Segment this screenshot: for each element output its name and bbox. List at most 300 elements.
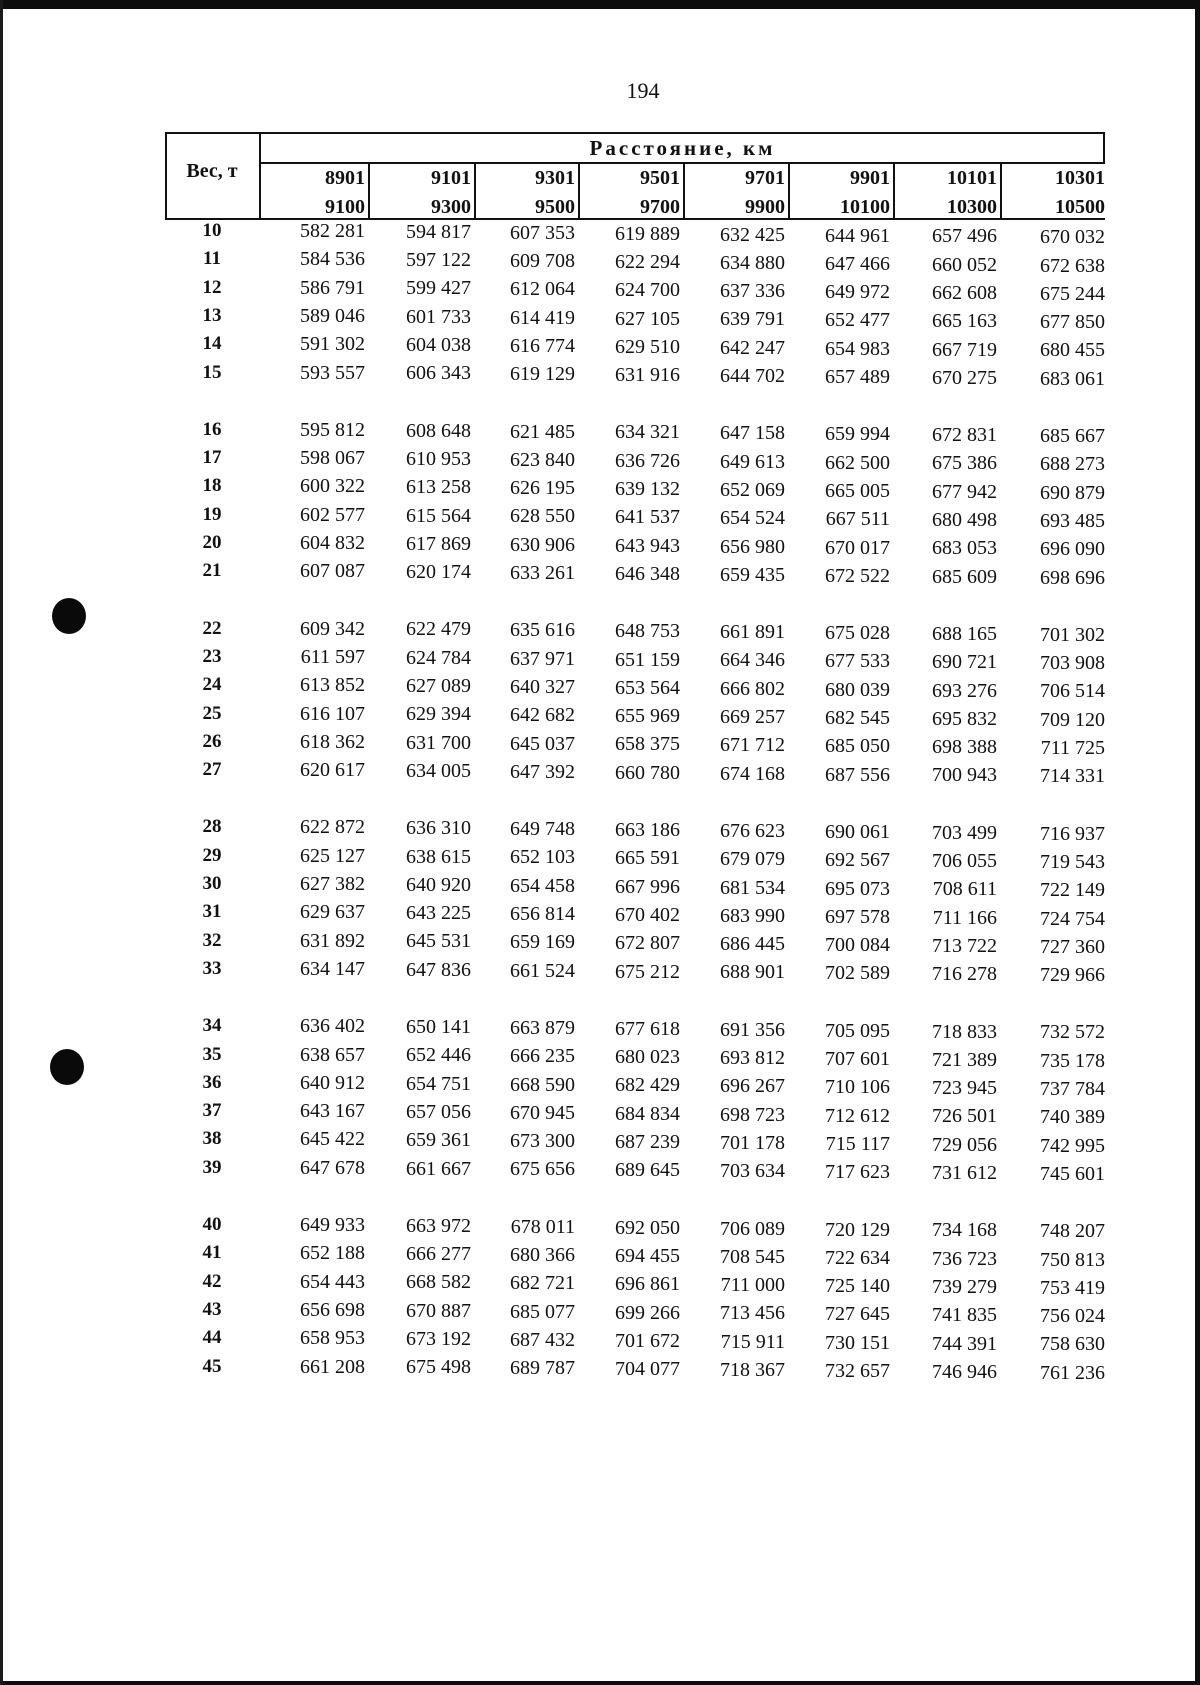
table-cell: 717 623: [825, 1161, 890, 1184]
table-cell: 617 869: [406, 532, 471, 555]
table-cell: 631 892: [300, 929, 365, 952]
table-row: [165, 1356, 1105, 1384]
table-cell: 731 612: [932, 1162, 997, 1185]
table-cell: 621 485: [510, 420, 575, 443]
row-weight: 23: [202, 645, 222, 667]
row-weight: 10: [202, 220, 222, 241]
table-cell: 672 522: [825, 564, 890, 587]
table-cell: 634 321: [615, 421, 680, 444]
table-cell: 718 833: [932, 1020, 997, 1043]
table-cell: 675 212: [615, 960, 680, 983]
table-cell: 700 943: [932, 764, 997, 787]
table-cell: 618 362: [300, 730, 365, 753]
table-cell: 679 079: [720, 848, 785, 871]
row-weight: 32: [202, 929, 222, 951]
table-cell: 690 061: [825, 820, 890, 843]
table-row: [165, 1072, 1105, 1100]
table-cell: 658 375: [615, 733, 680, 756]
table-cell: 670 945: [510, 1101, 575, 1124]
table-cell: 702 589: [825, 962, 890, 985]
table-cell: 725 140: [825, 1275, 890, 1298]
table-cell: 615 564: [406, 504, 471, 527]
table-cell: 659 361: [406, 1129, 471, 1152]
table-cell: 695 073: [825, 877, 890, 900]
table-cell: 693 485: [1040, 509, 1105, 532]
table-cell: 591 302: [300, 333, 365, 356]
table-cell: 613 852: [300, 674, 365, 697]
row-weight: 37: [202, 1100, 222, 1122]
table-cell: 666 277: [406, 1243, 471, 1266]
table-cell: 644 961: [825, 224, 890, 247]
row-weight: 42: [202, 1270, 222, 1292]
table-cell: 756 024: [1040, 1305, 1105, 1328]
table-cell: 727 360: [1040, 935, 1105, 958]
table-cell: 701 178: [720, 1131, 785, 1154]
table-cell: 626 195: [510, 477, 575, 500]
table-cell: 680 023: [615, 1046, 680, 1069]
table-cell: 627 105: [615, 307, 680, 330]
table-cell: 683 053: [932, 537, 997, 560]
table-cell: 722 149: [1040, 879, 1105, 902]
table-row: [165, 1100, 1105, 1128]
table-cell: 687 556: [825, 763, 890, 786]
column-header: [465, 164, 575, 222]
table-cell: 682 545: [825, 707, 890, 729]
column-range-from: 10101: [947, 167, 997, 189]
table-cell: 645 531: [406, 930, 471, 953]
table-cell: 689 645: [615, 1159, 680, 1182]
table-cell: 696 267: [720, 1075, 785, 1098]
table-cell: 619 129: [510, 363, 575, 386]
table-cell: 639 791: [720, 308, 785, 331]
row-weight: 35: [202, 1043, 222, 1065]
table-cell: 654 458: [510, 874, 575, 897]
table-cell: 713 722: [932, 934, 997, 957]
table-cell: 625 127: [300, 844, 365, 867]
column-range-from: 9901: [850, 167, 890, 189]
table-cell: 642 247: [720, 336, 785, 359]
row-weight: 40: [202, 1214, 222, 1235]
table-row: [165, 1128, 1105, 1156]
table-cell: 651 159: [615, 648, 680, 671]
column-range-to: 10100: [840, 196, 890, 218]
table-cell: 662 500: [825, 451, 890, 474]
table-cell: 716 278: [932, 963, 997, 986]
table-cell: 746 946: [932, 1360, 997, 1383]
table-cell: 700 084: [825, 934, 890, 957]
column-header: [570, 164, 680, 222]
table-cell: 656 814: [510, 903, 575, 926]
table-cell: 637 971: [510, 647, 575, 670]
table-row: [165, 447, 1105, 475]
table-cell: 709 120: [1040, 708, 1105, 731]
table-cell: 704 077: [615, 1358, 680, 1381]
column-range-to: 9900: [745, 196, 785, 218]
table-cell: 720 129: [825, 1218, 890, 1241]
table-cell: 710 106: [825, 1076, 890, 1099]
table-cell: 654 751: [406, 1072, 471, 1095]
table-cell: 660 052: [932, 253, 997, 276]
table-cell: 661 667: [406, 1157, 471, 1180]
table-cell: 663 186: [615, 819, 680, 842]
column-header: [887, 164, 997, 222]
table-cell: 665 005: [825, 479, 890, 502]
table-cell: 645 422: [300, 1128, 365, 1151]
table-cell: 624 784: [406, 646, 471, 669]
table-cell: 680 366: [510, 1244, 575, 1267]
table-cell: 647 678: [300, 1156, 365, 1179]
table-row: [165, 816, 1105, 844]
table-cell: 736 723: [932, 1247, 997, 1270]
table-cell: 697 578: [825, 905, 890, 928]
table-cell: 698 723: [720, 1103, 785, 1126]
table-cell: 601 733: [406, 305, 471, 328]
table-cell: 694 455: [615, 1244, 680, 1267]
table-cell: 711 166: [932, 906, 997, 929]
row-weight: 27: [202, 759, 222, 781]
table-cell: 670 275: [932, 366, 997, 389]
table-cell: 665 591: [615, 847, 680, 870]
table-cell: 622 872: [300, 816, 365, 839]
table-cell: 652 446: [406, 1044, 471, 1067]
row-weight: 33: [202, 957, 222, 979]
table-cell: 696 090: [1040, 538, 1105, 561]
table-cell: 646 348: [615, 562, 680, 585]
table-cell: 647 158: [720, 422, 785, 445]
table-row: [165, 333, 1105, 361]
column-range-to: 10500: [1055, 196, 1105, 218]
table-cell: 619 889: [615, 222, 680, 245]
table-cell: 640 912: [300, 1071, 365, 1094]
table-cell: 659 435: [720, 563, 785, 586]
table-header: [165, 132, 1105, 220]
table-cell: 631 916: [615, 364, 680, 387]
table-cell: 722 634: [825, 1246, 890, 1269]
table-cell: 610 953: [406, 447, 471, 470]
table-cell: 629 394: [406, 703, 471, 726]
row-weight: 15: [202, 361, 222, 383]
table-cell: 741 835: [932, 1304, 997, 1327]
table-cell: 654 524: [720, 507, 785, 530]
table-cell: 632 425: [720, 223, 785, 246]
table-cell: 708 611: [932, 878, 997, 901]
header-top-rule: [165, 132, 1105, 134]
table-cell: 640 327: [510, 675, 575, 698]
table-row: [165, 1242, 1105, 1270]
table-cell: 689 787: [510, 1357, 575, 1380]
table-cell: 677 618: [615, 1017, 680, 1040]
table-cell: 683 061: [1040, 367, 1105, 390]
table-cell: 650 141: [406, 1016, 471, 1039]
table-cell: 678 011: [510, 1215, 575, 1238]
table-row: [165, 475, 1105, 503]
table-cell: 699 266: [615, 1301, 680, 1324]
table-row: [165, 873, 1105, 901]
table-cell: 698 388: [932, 736, 997, 759]
table-cell: 604 038: [406, 334, 471, 357]
table-cell: 672 831: [932, 424, 997, 447]
table-cell: 688 273: [1040, 453, 1105, 476]
table-cell: 675 028: [825, 622, 890, 645]
table-cell: 676 623: [720, 819, 785, 842]
table-cell: 692 050: [615, 1216, 680, 1239]
table-cell: 636 402: [300, 1015, 365, 1038]
table-cell: 665 163: [932, 310, 997, 333]
table-cell: 638 615: [406, 845, 471, 868]
table-cell: 649 933: [300, 1214, 365, 1236]
table-cell: 672 807: [615, 932, 680, 955]
table-cell: 711 000: [720, 1274, 785, 1297]
table-cell: 666 802: [720, 677, 785, 700]
row-weight: 21: [202, 560, 222, 582]
row-weight: 30: [202, 873, 222, 894]
column-range-to: 9100: [325, 196, 365, 218]
punch-hole: [50, 1049, 84, 1085]
table-cell: 711 725: [1040, 737, 1105, 760]
table-cell: 698 696: [1040, 566, 1105, 589]
table-cell: 609 342: [300, 617, 365, 640]
row-weight: 39: [202, 1156, 222, 1178]
table-row: [165, 618, 1105, 646]
table-cell: 661 524: [510, 959, 575, 982]
table-row: [165, 305, 1105, 333]
column-range-to: 9300: [431, 196, 471, 218]
row-weight: 19: [202, 503, 222, 525]
table-cell: 668 590: [510, 1073, 575, 1096]
table-cell: 654 983: [825, 337, 890, 360]
table-cell: 693 276: [932, 679, 997, 702]
table-row: [165, 362, 1105, 390]
table-cell: 671 712: [720, 734, 785, 757]
table-cell: 616 774: [510, 334, 575, 357]
table-cell: 623 840: [510, 448, 575, 471]
table-cell: 703 634: [720, 1160, 785, 1183]
column-header: [255, 164, 365, 222]
table-cell: 612 064: [510, 278, 575, 301]
table-cell: 643 167: [300, 1100, 365, 1123]
table-cell: 753 419: [1040, 1276, 1105, 1299]
table-cell: 712 612: [825, 1104, 890, 1127]
table-cell: 735 178: [1040, 1049, 1105, 1072]
table-cell: 669 257: [720, 706, 785, 729]
table-cell: 681 534: [720, 876, 785, 899]
table-cell: 622 479: [406, 618, 471, 641]
table-cell: 629 637: [300, 901, 365, 924]
table-row: [165, 930, 1105, 958]
table-row: [165, 1299, 1105, 1327]
table-cell: 719 543: [1040, 850, 1105, 873]
table-cell: 634 147: [300, 957, 365, 980]
table-cell: 624 700: [615, 279, 680, 302]
column-range-from: 8901: [325, 167, 365, 189]
table-cell: 675 386: [932, 452, 997, 475]
table-cell: 637 336: [720, 280, 785, 303]
table-cell: 657 489: [825, 366, 890, 388]
page-number: 194: [626, 78, 660, 103]
table-cell: 657 496: [932, 225, 997, 248]
table-cell: 620 174: [406, 561, 471, 584]
table-cell: 675 656: [510, 1158, 575, 1181]
table-cell: 732 572: [1040, 1021, 1105, 1044]
table-cell: 657 056: [406, 1100, 471, 1123]
table-cell: 685 609: [932, 565, 997, 588]
table-cell: 670 032: [1040, 226, 1105, 249]
table-cell: 703 499: [932, 821, 997, 844]
punch-hole: [52, 598, 86, 634]
row-weight: 36: [202, 1071, 222, 1093]
table-row: [165, 419, 1105, 447]
table-row: [165, 901, 1105, 929]
table-cell: 680 498: [932, 509, 997, 532]
table-cell: 620 617: [300, 759, 365, 782]
table-cell: 703 908: [1040, 652, 1105, 675]
table-cell: 656 698: [300, 1298, 365, 1321]
column-range-to: 9700: [640, 196, 680, 218]
table-row: [165, 646, 1105, 674]
table-cell: 599 427: [406, 277, 471, 300]
table-cell: 661 208: [300, 1355, 365, 1378]
table-cell: 715 911: [720, 1330, 785, 1353]
row-weight: 31: [202, 901, 222, 923]
row-weight: 11: [203, 248, 221, 270]
table-cell: 614 419: [510, 306, 575, 329]
row-weight: 34: [202, 1015, 222, 1037]
table-cell: 737 784: [1040, 1078, 1105, 1101]
table-cell: 706 089: [720, 1217, 785, 1240]
table-cell: 748 207: [1040, 1220, 1105, 1243]
table-cell: 593 557: [300, 361, 365, 384]
table-cell: 684 834: [615, 1102, 680, 1125]
table-cell: 648 753: [615, 620, 680, 643]
table-cell: 607 353: [510, 221, 575, 244]
table-row: [165, 1015, 1105, 1043]
table-cell: 633 261: [510, 562, 575, 585]
table-cell: 602 577: [300, 503, 365, 526]
table-row: [165, 703, 1105, 731]
table-row: [165, 1214, 1105, 1242]
row-weight: 44: [202, 1327, 222, 1349]
row-weight: 18: [202, 475, 222, 497]
table-cell: 649 748: [510, 818, 575, 841]
table-cell: 643 943: [615, 534, 680, 557]
table-cell: 740 389: [1040, 1106, 1105, 1129]
table-cell: 723 945: [932, 1077, 997, 1100]
table-row: [165, 731, 1105, 759]
table-cell: 675 498: [406, 1356, 471, 1379]
table-cell: 708 545: [720, 1245, 785, 1268]
row-weight: 16: [202, 418, 222, 440]
table-cell: 649 613: [720, 450, 785, 473]
table-cell: 674 168: [720, 762, 785, 785]
table-row: [165, 1271, 1105, 1299]
scan-edge-top: [0, 0, 1200, 9]
row-weight: 45: [202, 1355, 222, 1377]
table-cell: 586 791: [300, 276, 365, 299]
table-cell: 682 721: [510, 1272, 575, 1295]
table-cell: 706 055: [932, 850, 997, 873]
row-weight: 20: [202, 532, 222, 553]
table-cell: 701 672: [615, 1329, 680, 1352]
table-cell: 675 244: [1040, 282, 1105, 305]
table-cell: 663 879: [510, 1016, 575, 1039]
table-row: [165, 277, 1105, 305]
table-cell: 652 069: [720, 478, 785, 501]
table-cell: 640 920: [406, 873, 471, 896]
table-cell: 730 151: [825, 1331, 890, 1354]
table-cell: 647 392: [510, 760, 575, 783]
table-cell: 609 708: [510, 250, 575, 273]
table-cell: 647 836: [406, 958, 471, 981]
table-cell: 670 017: [825, 536, 890, 559]
table-cell: 670 402: [615, 903, 680, 926]
table-cell: 635 616: [510, 619, 575, 642]
table-cell: 667 719: [932, 338, 997, 361]
table-cell: 677 533: [825, 650, 890, 673]
table-cell: 673 300: [510, 1130, 575, 1153]
table-row: [165, 759, 1105, 787]
table-cell: 724 754: [1040, 907, 1105, 930]
row-weight: 26: [202, 730, 222, 752]
table-cell: 721 389: [932, 1048, 997, 1071]
table-cell: 758 630: [1040, 1333, 1105, 1356]
table-cell: 608 648: [406, 419, 471, 442]
table-row: [165, 220, 1105, 248]
row-weight: 22: [202, 617, 222, 639]
table-cell: 655 969: [615, 705, 680, 728]
table-cell: 641 537: [615, 506, 680, 529]
table-cell: 653 564: [615, 676, 680, 699]
table-cell: 589 046: [300, 304, 365, 327]
table-cell: 688 901: [720, 961, 785, 984]
weight-header: Вес, т: [186, 160, 238, 182]
table-cell: 715 117: [825, 1132, 890, 1155]
table-cell: 611 597: [300, 645, 365, 668]
column-range-to: 10300: [947, 196, 997, 218]
row-weight: 25: [202, 702, 222, 724]
table-cell: 745 601: [1040, 1162, 1105, 1185]
table-row: [165, 674, 1105, 702]
table-cell: 667 996: [615, 875, 680, 898]
table-cell: 663 972: [406, 1214, 471, 1237]
column-range-from: 10301: [1055, 167, 1105, 189]
table-cell: 600 322: [300, 475, 365, 498]
table-cell: 682 429: [615, 1074, 680, 1097]
table-cell: 750 813: [1040, 1248, 1105, 1271]
table-cell: 729 056: [932, 1133, 997, 1156]
table-row: [165, 1157, 1105, 1185]
table-cell: 727 645: [825, 1303, 890, 1326]
table-cell: 597 122: [406, 249, 471, 272]
column-header: [995, 164, 1105, 222]
table-cell: 654 443: [300, 1270, 365, 1293]
table-cell: 696 861: [615, 1273, 680, 1296]
column-range-from: 9301: [535, 167, 575, 189]
table-cell: 652 103: [510, 846, 575, 869]
table-cell: 716 937: [1040, 822, 1105, 845]
table-cell: 729 966: [1040, 964, 1105, 987]
table-cell: 693 812: [720, 1047, 785, 1070]
table-cell: 652 188: [300, 1242, 365, 1265]
table-cell: 613 258: [406, 476, 471, 499]
table-cell: 595 812: [300, 418, 365, 441]
table-cell: 739 279: [932, 1275, 997, 1298]
table-cell: 705 095: [825, 1019, 890, 1042]
table-row: [165, 845, 1105, 873]
table-cell: 660 780: [615, 761, 680, 784]
table-cell: 642 682: [510, 704, 575, 727]
row-weight: 14: [202, 333, 222, 355]
scan-edge-right: [1195, 0, 1200, 1685]
